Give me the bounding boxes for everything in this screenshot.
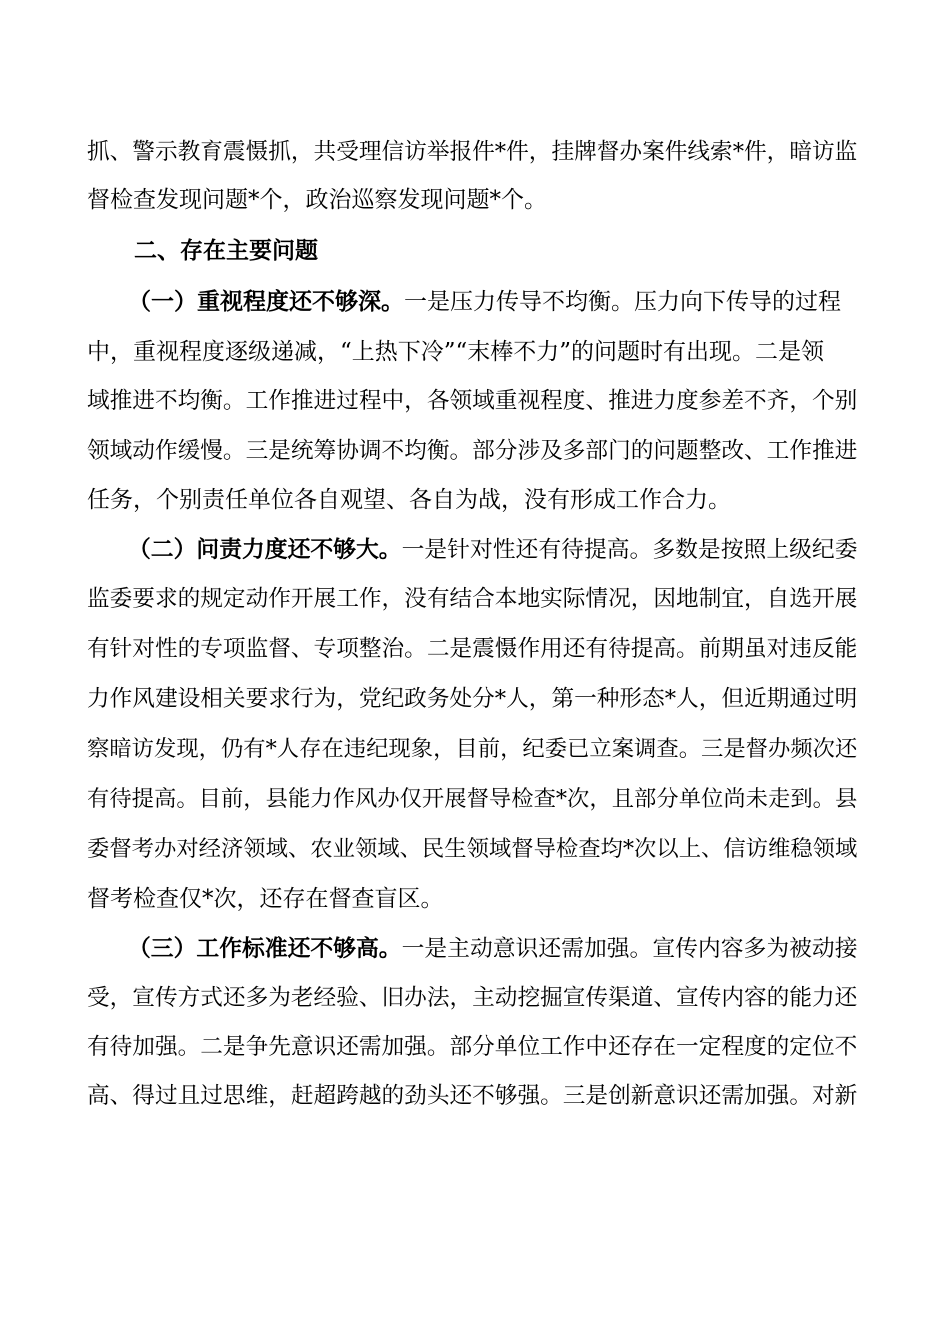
line-text: 有待加强。二是争先意识还需加强。部分单位工作中还存在一定程度的定位不 (87, 1034, 858, 1060)
text-line (87, 337, 824, 367)
text-line (87, 734, 857, 764)
line-text: 抓、警示教育震慑抓，共受理信访举报件*件，挂牌督办案件线索*件，暗访监 (87, 139, 858, 165)
text-line (87, 834, 857, 864)
section-heading (134, 236, 318, 266)
text-line (87, 436, 857, 466)
text-line (87, 1032, 857, 1062)
text-line (87, 485, 731, 515)
line-text: 一是压力传导不均衡。压力向下传导的过程 (404, 289, 841, 315)
text-line (87, 634, 857, 664)
section-heading-text: 二、存在主要问题 (134, 237, 318, 264)
line-text: 任务，个别责任单位各自观望、各自为战，没有形成工作合力。 (87, 487, 731, 513)
line-text: 受，宣传方式还多为老经验、旧办法，主动挖掘宣传渠道、宣传内容的能力还 (87, 985, 858, 1011)
line-text: 有针对性的专项监督、专项整治。二是震慑作用还有待提高。前期虽对违反能 (87, 636, 858, 662)
line-text: 督考检查仅*次，还存在督查盲区。 (87, 886, 444, 912)
line-text: 中，重视程度逐级递减，“上热下冷”“末棒不力”的问题时有出现。二是领 (87, 339, 825, 365)
text-line (87, 884, 444, 914)
paragraph-first-line (128, 287, 841, 317)
line-text: 督检查发现问题*个，政治巡察发现问题*个。 (87, 187, 547, 213)
paragraph-first-line (128, 934, 858, 964)
paragraph-first-line (128, 535, 858, 565)
line-text: 领域动作缓慢。三是统筹协调不均衡。部分涉及多部门的问题整改、工作推进 (87, 438, 858, 464)
line-text: 高、得过且过思维，赶超跨越的劲头还不够强。三是创新意识还需加强。对新 (87, 1083, 858, 1109)
line-text: 监委要求的规定动作开展工作，没有结合本地实际情况，因地制宜，自选开展 (87, 586, 858, 612)
text-line (87, 1081, 857, 1111)
line-text: 一是主动意识还需加强。宣传内容多为被动接 (401, 936, 858, 962)
line-text: 一是针对性还有待提高。多数是按照上级纪委 (401, 537, 858, 563)
text-line (87, 137, 857, 167)
text-line (87, 386, 857, 416)
text-line (87, 784, 857, 814)
text-line (87, 983, 857, 1013)
line-text: 委督考办对经济领域、农业领域、民生领域督导检查均*次以上、信访维稳领域 (87, 836, 858, 862)
subsection-heading: （三）工作标准还不够高。 (128, 936, 402, 962)
line-text: 力作风建设相关要求行为，党纪政务处分*人，第一种形态*人，但近期通过明 (87, 686, 858, 712)
line-text: 域推进不均衡。工作推进过程中，各领域重视程度、推进力度参差不齐，个别 (87, 388, 858, 414)
subsection-heading: （二）问责力度还不够大。 (128, 537, 402, 563)
text-line (87, 185, 547, 215)
line-text: 察暗访发现，仍有*人存在违纪现象，目前，纪委已立案调查。三是督办频次还 (87, 736, 858, 762)
text-line (87, 684, 857, 714)
line-text: 有待提高。目前，县能力作风办仅开展督导检查*次，且部分单位尚未走到。县 (87, 786, 858, 812)
subsection-heading: （一）重视程度还不够深。 (128, 288, 404, 315)
text-line (87, 584, 857, 614)
